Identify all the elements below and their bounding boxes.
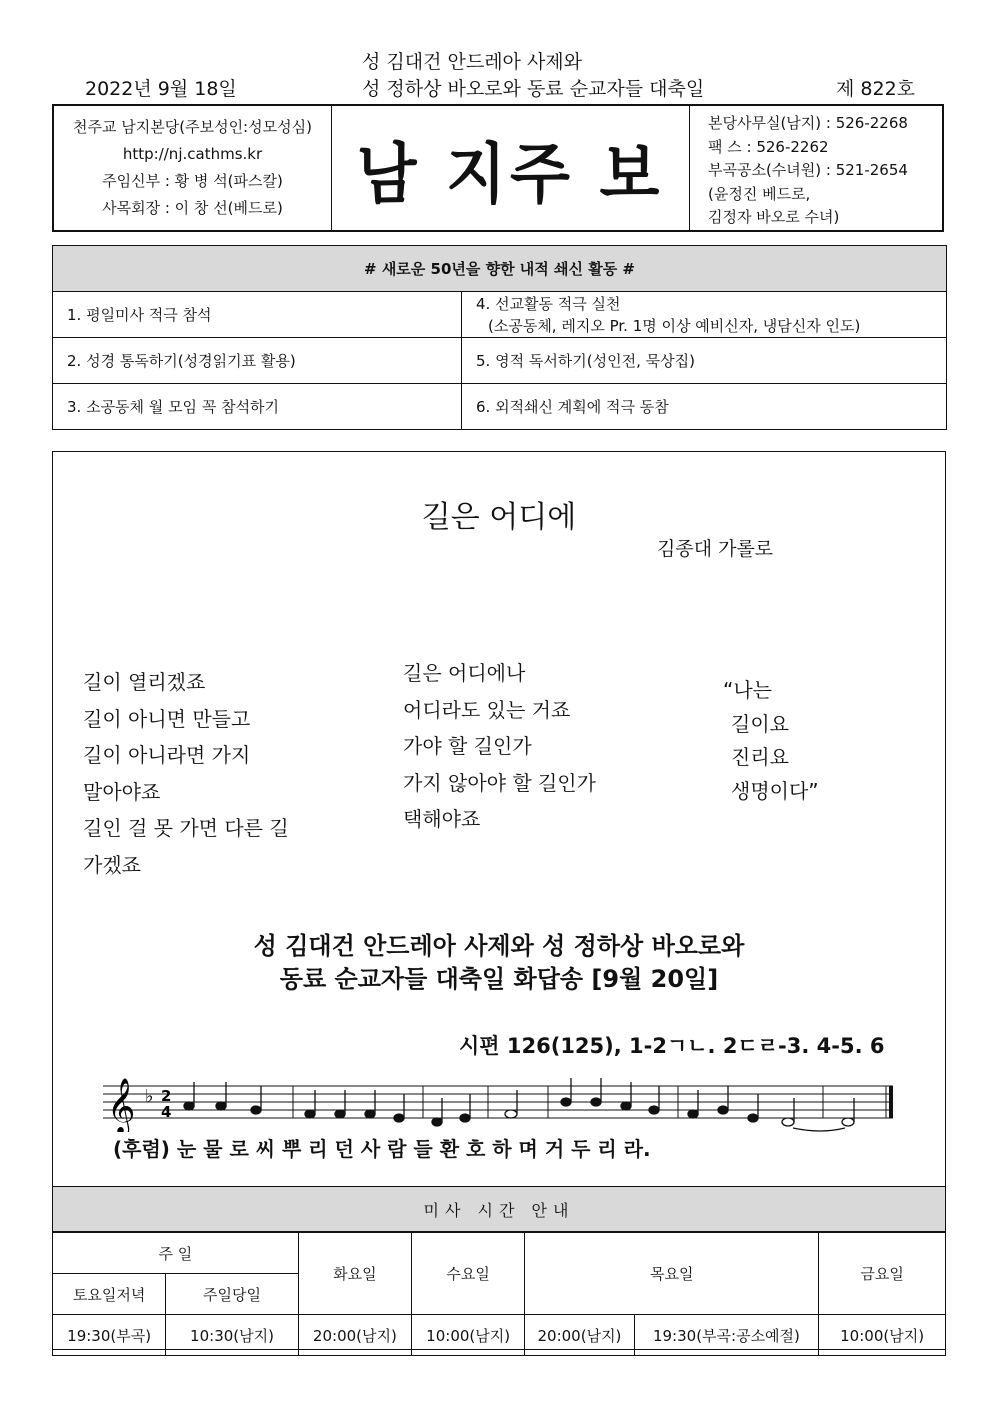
music-staff-svg [103, 1072, 903, 1132]
poem-line: 길인 걸 못 가면 다른 길 [83, 816, 289, 840]
poem-author: 김종대 가롤로 [657, 538, 774, 560]
mass-time: 19:30(부곡) [53, 1315, 166, 1356]
poem-line: 길이요 [731, 711, 789, 736]
activities-heading: # 새로운 50년을 향한 내적 쇄신 활동 # [53, 246, 947, 292]
note [432, 1118, 442, 1126]
poem-column-2 [403, 655, 596, 838]
hymn-title-line1: 성 김대건 안드레아 사제와 성 정하상 바오로와 [253, 932, 745, 960]
mass-col-wednesday: 수요일 [412, 1233, 525, 1315]
note [842, 1118, 854, 1126]
poem-line: 어디라도 있는 거죠 [403, 697, 571, 722]
tie [793, 1128, 845, 1131]
poem-line: “나는 [723, 678, 773, 702]
note [561, 1098, 571, 1106]
note [394, 1114, 404, 1122]
psalm-reference: 시편 126(125), 1-2ㄱㄴ. 2ㄷㄹ-3. 4-5. 6 [459, 1034, 885, 1058]
mass-schedule-heading: 미사 시간 안내 [53, 1186, 945, 1232]
mass-col-sat-eve: 토요일저녁 [53, 1274, 166, 1315]
sisters-line2: 김정자 바오로 수녀) [708, 208, 840, 226]
hymn-title [53, 930, 945, 996]
feast-title-line1: 성 김대건 안드레아 사제와 [362, 51, 583, 73]
issue-date: 2022년 9월 18일 [85, 78, 237, 100]
poem-title: 길은 어디에 [421, 500, 577, 535]
note [748, 1114, 758, 1122]
note [649, 1106, 659, 1114]
issue-number: 제 822호 [836, 78, 916, 100]
mass-time: 20:00(남지) [525, 1315, 634, 1356]
note [782, 1118, 794, 1126]
time-signature-bottom: 4 [161, 1103, 172, 1121]
feast-title-line2: 성 정하상 바오로와 동료 순교자들 대축일 [362, 78, 705, 100]
activities-table [52, 245, 947, 430]
note [216, 1102, 226, 1110]
activity-3: 3. 소공동체 월 모임 꼭 참석하기 [53, 384, 462, 430]
activity-1: 1. 평일미사 적극 참석 [53, 292, 462, 338]
poem-line: 생명이다” [731, 778, 819, 803]
mass-time: 10:00(남지) [412, 1315, 525, 1356]
mass-col-sun-day: 주일당일 [166, 1274, 299, 1315]
mass-time: 10:00(남지) [819, 1315, 946, 1356]
poem-column-1 [83, 664, 289, 883]
note [184, 1102, 194, 1110]
activity-5: 5. 영적 독서하기(성인전, 묵상집) [462, 338, 947, 384]
content-box [52, 451, 946, 1350]
treble-clef-icon: 𝄞 [107, 1078, 136, 1132]
hymn-title-line2: 동료 순교자들 대축일 화답송 [9월 20일] [279, 965, 719, 993]
poem-column-3 [723, 674, 819, 808]
note [505, 1110, 517, 1118]
mass-time: 19:30(부곡:공소예절) [634, 1315, 819, 1356]
bulletin-title-cell [331, 106, 690, 230]
parish-info [54, 106, 332, 230]
note [251, 1106, 261, 1114]
activity-4-title: 4. 선교활동 적극 실천 [476, 294, 621, 313]
note [591, 1098, 601, 1106]
sisters-line1: (윤정진 베드로, [708, 184, 811, 203]
note [621, 1102, 631, 1110]
convent-phone: 부곡공소(수녀원) : 521-2654 [708, 161, 908, 179]
note [718, 1106, 728, 1114]
mass-col-tuesday: 화요일 [298, 1233, 411, 1315]
poem-line: 가야 할 길인가 [403, 734, 532, 758]
contact-info [690, 112, 944, 230]
activity-2: 2. 성경 통독하기(성경읽기표 활용) [53, 338, 462, 384]
activity-4 [462, 292, 947, 338]
fax: 팩 스 : 526-2262 [708, 137, 829, 156]
masthead [52, 104, 944, 232]
note [305, 1110, 315, 1118]
activity-6: 6. 외적쇄신 계획에 적극 동참 [462, 384, 947, 430]
refrain-lyrics: (후렴) 눈 물 로 씨 뿌 리 던 사 람 들 환 호 하 며 거 두 리 라. [113, 1137, 651, 1161]
parish-name: 천주교 남지본당(주보성인:성모성심) [73, 118, 312, 136]
mass-time: 20:00(남지) [298, 1315, 411, 1356]
poem-line: 진리요 [731, 745, 789, 769]
mass-col-friday: 금요일 [819, 1233, 946, 1315]
poem-line: 택해야죠 [403, 807, 481, 831]
bulletin-title: 남 지주 보 [356, 134, 664, 212]
office-phone: 본당사무실(남지) : 526-2268 [708, 114, 908, 132]
mass-col-thursday: 목요일 [525, 1233, 819, 1315]
mass-time: 10:30(남지) [166, 1315, 299, 1356]
poem-line: 길이 아니면 만들고 [83, 706, 251, 731]
poem-line: 가지 않아야 할 길인가 [403, 770, 596, 795]
time-signature-top: 2 [161, 1087, 172, 1105]
poem-line: 길이 아니라면 가지 [83, 743, 251, 767]
activity-4-detail: (소공동체, 레지오 Pr. 1명 이상 예비신자, 냉담신자 인도) [488, 316, 861, 335]
poem-line: 길은 어디에나 [403, 661, 526, 685]
poem-line: 가겠죠 [83, 852, 141, 877]
poem-line: 말아야죠 [83, 779, 161, 804]
mass-col-sunday: 주 일 [53, 1233, 299, 1274]
note [460, 1114, 470, 1122]
council-president: 사목회장 : 이 창 선(베드로) [102, 199, 283, 217]
music-staff [103, 1072, 903, 1136]
note [365, 1110, 375, 1118]
parish-url[interactable]: http://nj.cathms.kr [122, 145, 263, 163]
note [688, 1110, 698, 1118]
flat-icon: ♭ [145, 1086, 154, 1107]
pastor: 주임신부 : 황 병 석(파스칼) [102, 172, 283, 190]
poem-line: 길이 열리겠죠 [83, 670, 206, 694]
note [335, 1110, 345, 1118]
mass-schedule-table [52, 1232, 946, 1356]
